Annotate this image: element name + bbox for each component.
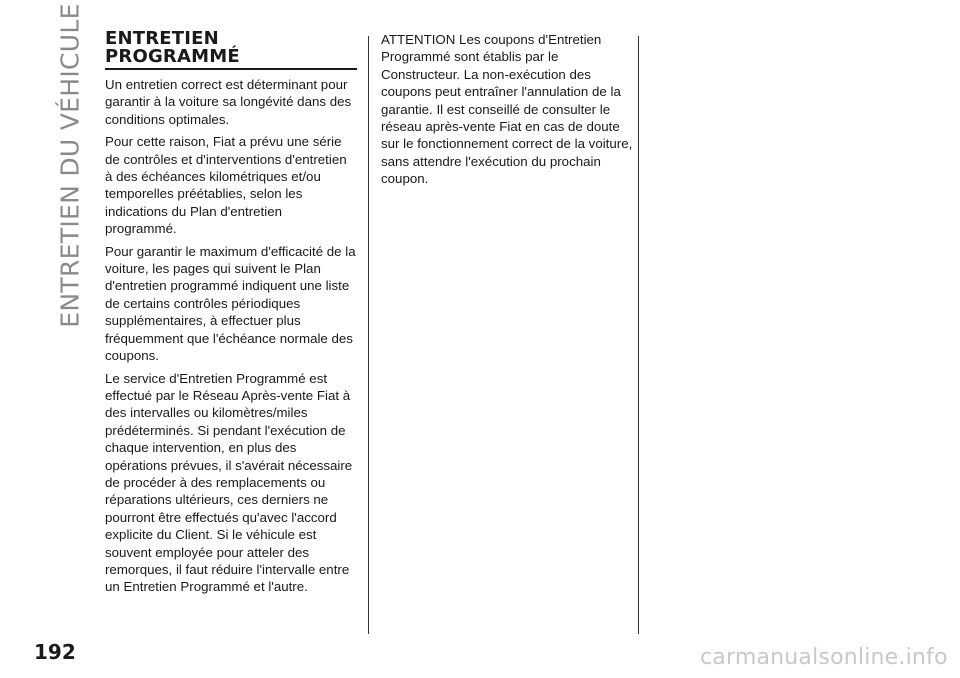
attention-column [381, 31, 633, 193]
paragraph: Pour garantir le maximum d'efficacité de la voiture, les pages qui suivent le Plan d'entretien programmé indiquent une liste de certains contrôles périodiques supplémentaires, à effectuer plus fréquemment que l'échéance normale des coupons. [105, 243, 356, 364]
attention-note: ATTENTION Les coupons d'Entretien Programmé sont établis par le Constructeur. La non-exécution des coupons peut entraîner l'annulation de la garantie. Il est conseillé de consulter le réseau après-vente Fiat en cas de doute sur le fonctionnement correct de la voiture, sans attendre l'exécution du prochain coupon. [381, 32, 633, 187]
section-heading [105, 30, 357, 66]
paragraph: Un entretien correct est déterminant pour garantir à la voiture sa longévité dans des conditions optimales. [105, 77, 352, 127]
page-number: 192 [34, 640, 76, 664]
heading-underline [105, 68, 357, 70]
paragraph: Pour cette raison, Fiat a prévu une série de contrôles et d'interventions d'entretien à des échéances kilométriques et/ou temporelles préétablies, selon les indications du Plan d'entretien programmé. [105, 134, 347, 237]
chapter-side-title [52, 2, 88, 328]
section-heading-line1: ENTRETIEN [105, 28, 219, 49]
main-column [105, 30, 357, 601]
paragraph: Le service d'Entretien Programmé est effectué par le Réseau Après-vente Fiat à des intervalles ou kilomètres/miles prédéterminés. Si pendant l'exécution de chaque intervention, en plus des opérations prévues, il s'avérait nécessaire de procéder à des remplacements ou réparations ultérieurs, ces derniers ne pourront être effectués qu'avec l'accord explicite du Client. Si le véhicule est souvent employée pour atteler des remorques, il faut réduire l'intervalle entre un Entretien Programmé et l'autre. [105, 370, 353, 595]
column-divider-left [368, 36, 369, 634]
watermark: carmanualsonline.info [700, 645, 948, 670]
chapter-side-title-text: ENTRETIEN DU VÉHICULE [55, 2, 85, 328]
column-divider-right [638, 36, 639, 634]
section-heading-line2: PROGRAMMÉ [105, 46, 240, 67]
